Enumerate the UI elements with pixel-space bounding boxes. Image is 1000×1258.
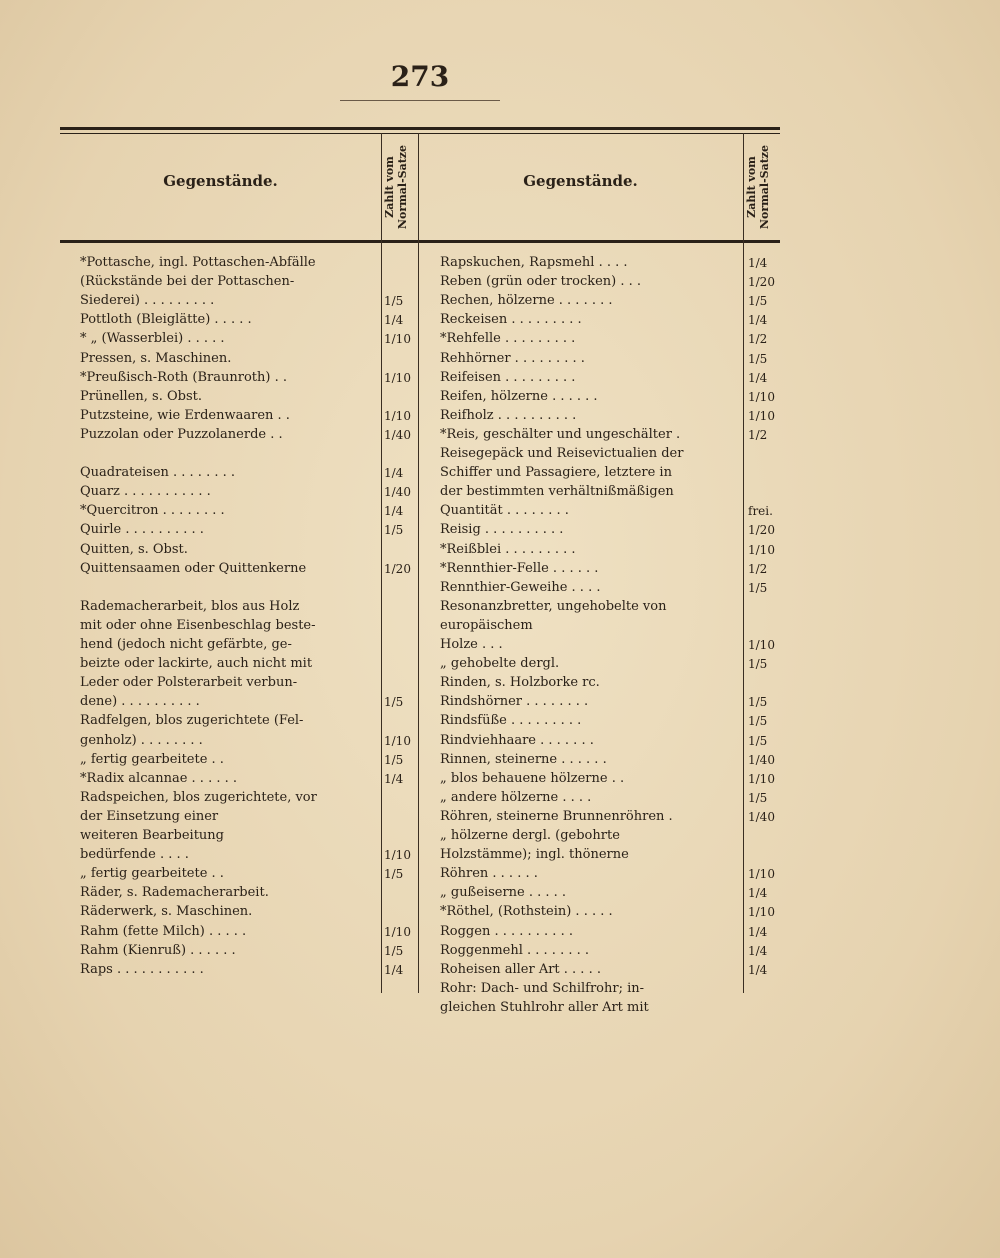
table-row [440,349,740,369]
item-text: dene) . . . . . . . . . . [80,694,200,710]
rate-value: 1/10 [748,638,775,652]
table-row [80,406,378,426]
item-text: „ gehobelte dergl. [440,656,560,672]
rate-value: 1/4 [748,256,768,270]
item-text: Röhren . . . . . . [440,866,538,882]
item-text: „ blos behauene hölzerne . . [440,770,625,786]
rate-value: 1/20 [748,275,775,290]
table-row [440,864,740,884]
table-row [80,559,378,579]
table-row [440,291,740,311]
table-row [80,711,378,731]
item-text: gleichen Stuhlrohr aller Art mit [440,999,649,1015]
item-text: der Einsetzung einer [80,808,219,824]
table-row [440,788,740,808]
table-row [440,444,740,464]
table-row [440,654,740,674]
table-row [80,826,378,846]
rate-value: 1/5 [748,790,768,805]
item-text: Radfelgen, blos zugerichtete (Fel- [80,713,304,729]
item-text: mit oder ohne Eisenbeschlag beste- [80,617,316,633]
table-row [80,425,378,445]
rate-value: 1/5 [384,523,404,538]
item-text: „ fertig gearbeitete . . [80,866,224,882]
table-row [440,463,740,483]
item-text: Reisig . . . . . . . . . . [440,522,564,538]
table-row [80,654,378,674]
item-text: weiteren Bearbeitung [80,828,224,843]
table-row [440,902,740,922]
table-row [440,329,740,349]
item-text: Rechen, hölzerne . . . . . . . [440,293,613,309]
header-items-right: Gegenstände. [523,172,638,190]
item-text: *Preußisch-Roth (Braunroth) . . [80,369,288,385]
rate-value: 1/40 [748,752,775,767]
table-row [80,692,378,712]
rate-value: frei. [748,504,773,519]
table-row [440,711,740,731]
rate-value: 1/4 [748,943,768,958]
rate-value: 1/5 [748,294,768,309]
table-row [80,578,378,598]
item-text: Räder, s. Rademacherarbeit. [80,885,269,901]
item-text: „ hölzerne dergl. (gebohrte [440,828,620,843]
item-text: Holze . . . [440,637,503,652]
item-text: Röhren, steinerne Brunnenröhren . [440,808,673,824]
table-row [80,864,378,884]
table-row [440,673,740,693]
rate-value: 1/5 [748,695,768,710]
item-text: Rindshörner . . . . . . . . [440,694,589,710]
table-row [80,731,378,751]
rate-value: 1/5 [384,943,404,958]
table-row [80,444,378,464]
item-text: Rennthier-Geweihe . . . . [440,579,601,595]
table-row [440,807,740,827]
table-row [440,406,740,426]
item-text: Reifeisen . . . . . . . . . [440,369,576,385]
item-text: bedürfende . . . . [80,847,189,863]
table-row [80,788,378,808]
item-text: Quitten, s. Obst. [80,541,188,557]
item-text: Resonanzbretter, ungehobelte von [440,598,667,614]
table-row [440,692,740,712]
item-text: Quirle . . . . . . . . . . [80,522,204,538]
page-number-rule [340,100,500,101]
item-text: Räderwerk, s. Maschinen. [80,904,253,920]
item-text: Radspeichen, blos zugerichtete, vor [80,789,317,805]
item-text: Rehhörner . . . . . . . . . [440,350,585,366]
rate-value: 1/10 [384,733,411,748]
item-text: europäischem [440,617,533,633]
table-row [80,501,378,521]
table-row [440,960,740,980]
item-text: *Rennthier-Felle . . . . . . [440,560,599,576]
item-text: Rohr: Dach- und Schilfrohr; in- [440,980,645,996]
item-text: Schiffer und Passagiere, letztere in [440,465,672,481]
rate-value: 1/10 [384,924,411,939]
item-text: *Radix alcannae . . . . . . [80,770,237,786]
table-row [80,673,378,693]
column-divider [743,133,744,993]
item-text: *Röthel, (Rothstein) . . . . . [440,904,613,920]
table-row [80,291,378,311]
item-text: „ gußeiserne . . . . . [440,885,567,901]
rate-value: 1/20 [384,561,411,576]
rate-value: 1/40 [384,485,411,500]
table-row [80,482,378,502]
rate-value: 1/10 [384,370,411,385]
rate-value: 1/40 [384,427,411,442]
item-text: Quadrateisen . . . . . . . . [80,465,235,481]
item-text: Rinnen, steinerne . . . . . . [440,751,607,767]
table-row [80,272,378,292]
rate-value: 1/5 [748,657,768,672]
column-divider [418,133,419,993]
table-row [80,845,378,865]
rate-value: 1/10 [384,332,411,347]
rate-value: 1/10 [748,905,775,920]
item-text: Roheisen aller Art . . . . . [440,961,601,977]
rate-value: 1/40 [748,809,775,824]
item-text: Pottloth (Bleiglätte) . . . . . [80,312,252,328]
rate-value: 1/2 [748,332,768,347]
table-row [80,922,378,942]
table-row [80,769,378,789]
table-row [440,253,740,273]
table-row [80,635,378,655]
table-row [440,597,740,617]
item-text: Rinden, s. Holzborke rc. [440,675,600,691]
item-text: Quantität . . . . . . . . [440,503,569,519]
table-row [80,368,378,388]
table-row [80,463,378,483]
table-row [80,540,378,560]
rate-value: 1/5 [748,580,768,595]
rate-value: 1/10 [748,408,775,423]
item-text: Reifen, hölzerne . . . . . . [440,388,598,404]
item-text: Puzzolan oder Puzzolanerde . . [80,426,283,442]
rate-value: 1/10 [384,408,411,423]
rate-value: 1/4 [384,313,404,328]
item-text: Rindviehhaare . . . . . . . [440,732,594,748]
table-row [80,902,378,922]
item-text: Raps . . . . . . . . . . . [80,961,204,977]
table-row [440,845,740,865]
item-text: *Quercitron . . . . . . . . [80,503,225,519]
table-row [440,616,740,636]
item-text: Rahm (fette Milch) . . . . . [80,923,247,939]
table-top-rule-thin [60,133,780,134]
item-text: Siederei) . . . . . . . . . [80,293,215,309]
rate-value: 1/4 [748,370,768,385]
table-row [440,501,740,521]
table-row [440,883,740,903]
rate-value: 1/2 [748,427,768,442]
table-row [440,998,740,1018]
rate-value: 1/5 [384,695,404,710]
item-text: Quittensaamen oder Quittenkerne [80,560,307,576]
rate-value: 1/10 [384,848,411,863]
table-row [80,883,378,903]
header-rate-left: Zahlt vom Normal-Satze [383,144,409,230]
item-text: Reckeisen . . . . . . . . . [440,312,582,328]
rate-value: 1/4 [748,313,768,328]
item-text: *Reißblei . . . . . . . . . [440,541,576,557]
item-text: (Rückstände bei der Pottaschen- [80,274,295,290]
rate-value: 1/5 [748,351,768,366]
table-row [80,597,378,617]
item-text: „ fertig gearbeitete . . [80,751,224,767]
header-items-left: Gegenstände. [163,172,278,190]
item-text: *Pottasche, ingl. Pottaschen-Abfälle [80,255,316,270]
item-text: Rindsfüße . . . . . . . . . [440,713,582,729]
rate-value: 1/4 [748,962,768,977]
item-text: genholz) . . . . . . . . [80,732,203,748]
table-header-rule [60,240,780,243]
item-text: der bestimmten verhältnißmäßigen [440,484,674,500]
item-text: Roggen . . . . . . . . . . [440,923,573,939]
item-text: *Rehfelle . . . . . . . . . [440,331,576,347]
table-row [80,387,378,407]
item-text: hend (jedoch nicht gefärbte, ge- [80,637,292,652]
header-rate-right: Zahlt vom Normal-Satze [745,144,771,230]
table-row [440,922,740,942]
table-row [440,520,740,540]
item-text: Reifholz . . . . . . . . . . [440,407,577,423]
rate-value: 1/10 [748,389,775,404]
rate-value: 1/10 [748,771,775,786]
rate-value: 1/10 [748,867,775,882]
table-row [440,559,740,579]
table-row [80,941,378,961]
table-row [440,425,740,445]
table-row [80,750,378,770]
table-row [80,960,378,980]
item-text: Rademacherarbeit, blos aus Holz [80,598,300,614]
tariff-table [60,127,780,1027]
table-row [80,807,378,827]
item-text: Quarz . . . . . . . . . . . [80,484,211,500]
rate-value: 1/4 [748,886,768,901]
item-text: Leder oder Polsterarbeit verbun- [80,675,298,691]
rate-value: 1/4 [384,466,404,481]
table-row [440,482,740,502]
rate-value: 1/10 [748,542,775,557]
item-text: Reben (grün oder trocken) . . . [440,274,642,290]
item-text: Roggenmehl . . . . . . . . [440,942,589,958]
item-text: Prünellen, s. Obst. [80,388,202,404]
table-row [440,368,740,388]
table-row [440,272,740,292]
table-row [80,520,378,540]
item-text: Putzsteine, wie Erdenwaaren . . [80,407,290,423]
table-row [440,387,740,407]
rate-value: 1/2 [748,561,768,576]
page-number: 273 [390,60,450,93]
item-text: beizte oder lackirte, auch nicht mit [80,656,313,672]
table-row [80,310,378,330]
item-text: Rapskuchen, Rapsmehl . . . . [440,255,628,270]
rate-value: 1/20 [748,523,775,538]
rate-value: 1/4 [748,924,768,939]
item-text: Pressen, s. Maschinen. [80,350,232,366]
item-text: * „ (Wasserblei) . . . . . [80,331,225,347]
rate-value: 1/5 [748,714,768,729]
table-row [440,578,740,598]
table-row [80,616,378,636]
table-row [440,731,740,751]
item-text: Reisegepäck und Reisevictualien der [440,446,684,461]
rate-value: 1/5 [384,294,404,309]
rate-value: 1/4 [384,504,404,519]
table-row [440,826,740,846]
rate-value: 1/4 [384,962,404,977]
table-row [440,635,740,655]
table-row [440,769,740,789]
item-text: „ andere hölzerne . . . . [440,789,592,805]
rate-value: 1/5 [384,752,404,767]
table-row [80,349,378,369]
column-divider [381,133,382,993]
rate-value: 1/5 [384,867,404,882]
table-row [440,750,740,770]
table-row [80,253,378,273]
item-text: *Reis, geschälter und ungeschälter . [440,426,681,442]
table-row [440,979,740,999]
table-row [440,941,740,961]
table-row [440,310,740,330]
table-top-rule [60,127,780,130]
table-row [80,329,378,349]
item-text: Rahm (Kienruß) . . . . . . [80,942,236,958]
rate-value: 1/5 [748,733,768,748]
rate-value: 1/4 [384,771,404,786]
item-text: Holzstämme); ingl. thönerne [440,847,629,863]
table-row [440,540,740,560]
